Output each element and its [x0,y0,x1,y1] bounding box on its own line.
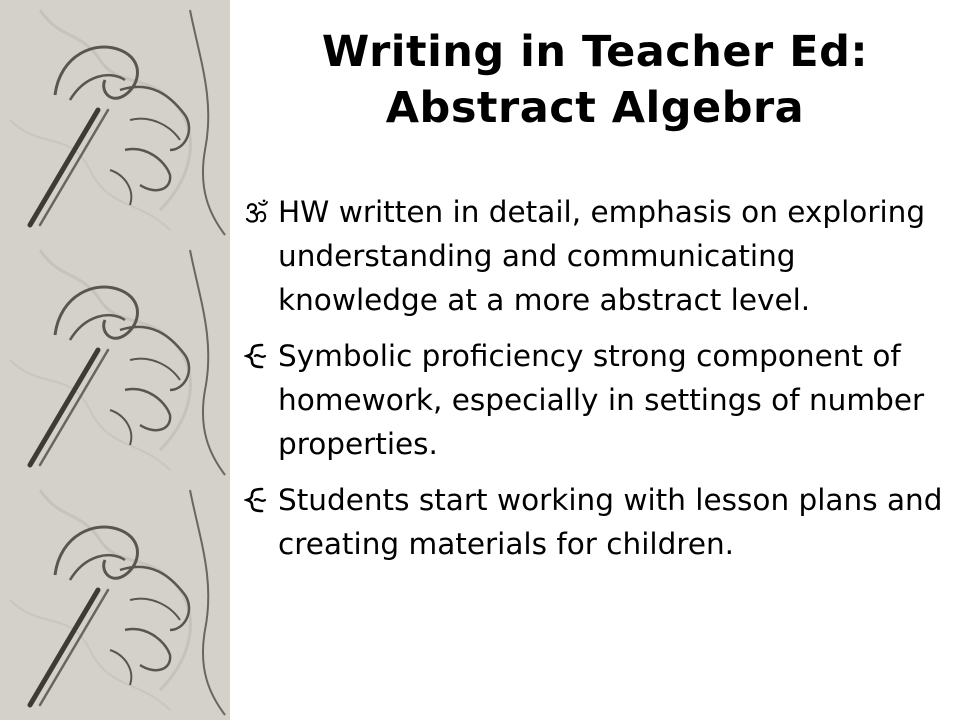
bullet-item [244,190,949,322]
wavy-bracket-icon [244,343,270,369]
bullet-item [244,478,949,566]
bullet-text: Students start working with lesson plans and creating materials for children. [278,483,943,561]
slide-title: Writing in Teacher Ed: Abstract Algebra [321,27,869,133]
hand-holding-pen-icon [0,240,230,480]
bullet-list [244,190,949,578]
bullet-text: HW written in detail, emphasis on exploring understanding and communicating knowledge at a more abstract level. [278,195,926,317]
side-image-strip [0,0,230,720]
wavy-bracket-icon [244,487,270,513]
om-symbol-icon [244,199,270,225]
hand-holding-pen-icon [0,480,230,720]
bullet-text: Symbolic proficiency strong component of homework, especially in settings of number properties. [278,339,925,461]
bullet-item [244,334,949,466]
hand-holding-pen-icon [0,0,230,240]
